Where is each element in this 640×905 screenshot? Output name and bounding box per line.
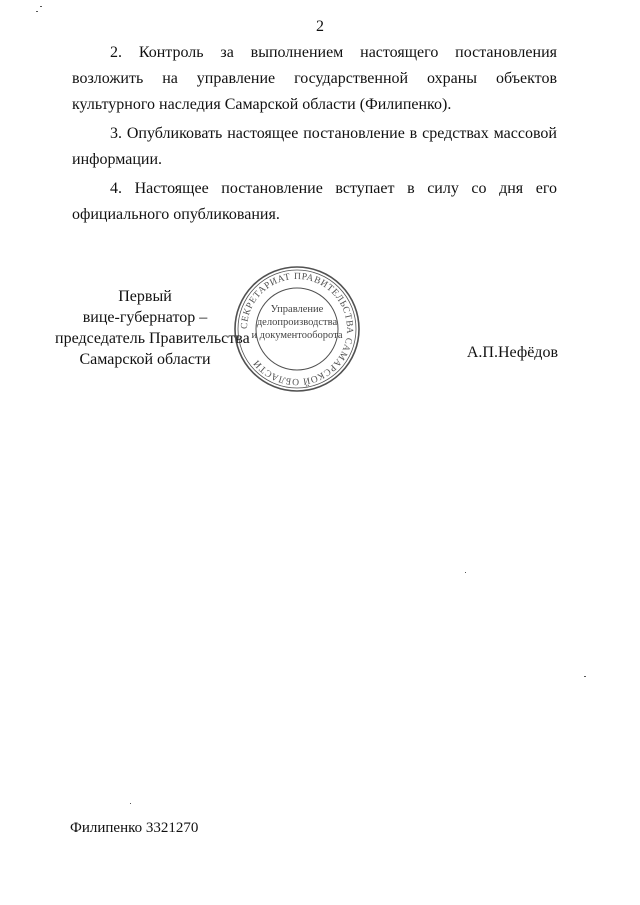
paragraph-line: официального опубликования.	[72, 206, 280, 223]
paragraph-line: 2. Контроль за выполнением настоящего постановления возложить	[72, 44, 557, 87]
paragraph-line: 4. Настоящее постановление вступает в силу со дня его	[110, 180, 557, 197]
scan-speck	[465, 572, 466, 573]
scan-speck	[584, 676, 586, 677]
seal-line: и документооборота	[251, 330, 343, 341]
signatory-title-line: Самарской области	[79, 351, 211, 368]
paragraph-4	[72, 176, 557, 228]
signatory-title-line: председатель Правительства	[55, 330, 250, 347]
seal-center-text	[232, 303, 362, 342]
paragraph-3	[72, 121, 557, 173]
paragraph-2	[72, 40, 557, 118]
signer-name: А.П.Нефёдов	[466, 344, 558, 361]
paragraph-line: информации.	[72, 151, 163, 168]
signatory-title	[55, 286, 250, 370]
official-seal	[232, 264, 362, 394]
scan-speck	[36, 11, 38, 12]
signatory-title-line: вице-губернатор –	[82, 309, 208, 326]
seal-line: делопроизводства	[256, 317, 338, 328]
paragraph-line: Самарской области (Филипенко).	[224, 96, 452, 113]
signatory-title-line: Первый	[118, 288, 172, 305]
paragraph-line: на управление государственной охраны объектов культурного наследия	[72, 70, 557, 113]
page-number: 2	[316, 18, 324, 35]
paragraph-line: 3. Опубликовать настоящее постановление в средствах массовой	[110, 125, 557, 142]
executor-info: Филипенко 3321270	[70, 820, 199, 836]
scan-speck	[40, 6, 42, 7]
seal-ring-text: СЕКРЕТАРИАТ ПРАВИТЕЛЬСТВА САМАРСКОЙ ОБЛАСТИ	[239, 271, 355, 387]
seal-line: Управление	[270, 304, 324, 315]
document-body	[72, 40, 557, 228]
scan-speck	[130, 803, 131, 804]
